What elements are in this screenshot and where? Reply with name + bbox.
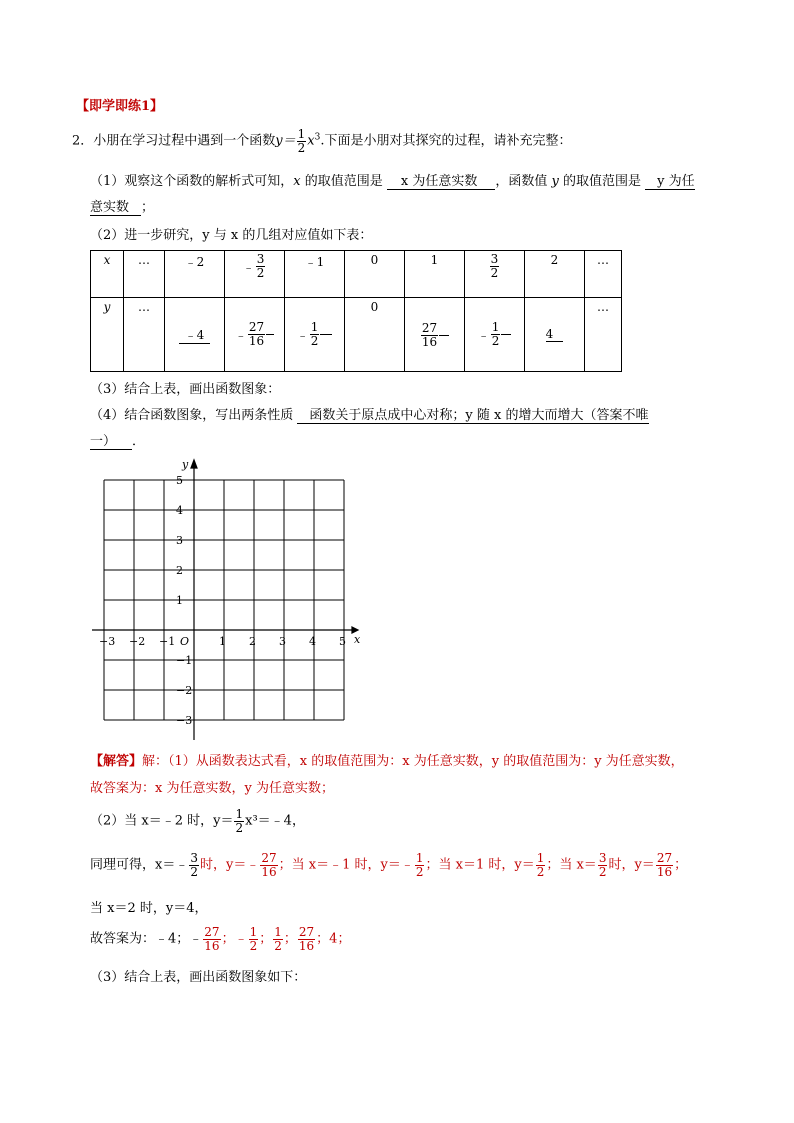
y-tick-label: 4 <box>176 504 183 517</box>
table-cell: $\frac{27}{16}$ <box>405 298 465 372</box>
y-tick-label: −3 <box>176 714 193 727</box>
y-axis-arrow <box>191 460 197 468</box>
q1-line2: 意实数 ； <box>90 196 154 216</box>
problem-text-after: .下面是小朋对其探究的过程，请补充完整： <box>320 133 572 149</box>
q2-text: （2）进一步研究，y 与 x 的几组对应值如下表： <box>90 228 373 243</box>
q4-line2: 一） ． <box>90 430 145 450</box>
x-tick-label: 2 <box>249 635 256 648</box>
x-axis-label: x <box>354 633 361 646</box>
y-axis-label: y <box>182 458 189 471</box>
x-tick-label: −3 <box>99 635 116 648</box>
solution-line6: 故答案为：﹣4；﹣ $\frac{27}{16}$ ；﹣ $\frac{1}{2}$ ； $\frac{1}{2}$ ； $\frac{27}{16}$ ；4； <box>90 925 351 953</box>
y-tick-label: −2 <box>176 684 193 697</box>
q1-line1: （1）观察这个函数的解析式可知，x 的取值范围是 x 为任意实数 ，函数值 y 的取值范围是 y 为任 <box>90 170 695 190</box>
function-y: y＝ <box>275 133 296 149</box>
q3-text: （3）结合上表，画出函数图象： <box>90 382 281 397</box>
table-cell: x <box>91 251 124 298</box>
x-tick-label: 4 <box>309 635 316 648</box>
solution-line1: 【解答】解：（1）从函数表达式看，x 的取值范围为：x 为任意实数，y 的取值范围为：y 为任意实数， <box>90 754 684 769</box>
table-cell: ﹣ $\frac{1}{2}$ <box>465 298 525 372</box>
function-x: x <box>307 133 315 149</box>
table-cell: 0 <box>345 298 405 372</box>
solution-line3: （2）当 x＝﹣2 时，y＝ $\frac{1}{2}$ x³＝﹣4， <box>90 807 305 835</box>
problem-number: 2． <box>72 133 94 149</box>
table-cell: ﹣ $\frac{27}{16}$ <box>225 298 285 372</box>
x-tick-label: −1 <box>159 635 176 648</box>
y-tick-label: −1 <box>176 654 193 667</box>
table-cell: ﹣ $\frac{3}{2}$ <box>225 251 285 298</box>
table-cell: … <box>585 298 622 372</box>
solution-line7: （3）结合上表，画出函数图象如下： <box>90 970 307 985</box>
q4-line1: （4）结合函数图象，写出两条性质 函数关于原点成中心对称；y 随 x 的增大而增大（答案不唯 <box>90 404 649 424</box>
table-cell: ﹣ $\frac{1}{2}$ <box>285 298 345 372</box>
x-tick-label: 3 <box>279 635 286 648</box>
problem-text-before: 小朋在学习过程中遇到一个函数 <box>93 133 276 149</box>
origin-label: O <box>180 635 190 648</box>
q1-answer-x: x 为任意实数 <box>387 170 495 190</box>
table-cell: ﹣2 <box>165 251 225 298</box>
q1-answer-y-part1: y 为任 <box>645 170 694 190</box>
solution-tag: 【解答】 <box>90 754 143 769</box>
section-title: 【即学即练1】 <box>76 99 164 114</box>
x-tick-label: 1 <box>219 635 226 648</box>
table-cell: 1 <box>405 251 465 298</box>
table-cell: y <box>91 298 124 372</box>
function-exp: 3 <box>314 132 321 143</box>
q4-answer2: 一） <box>90 430 132 450</box>
table-cell: $\frac{3}{2}$ <box>465 251 525 298</box>
table-cell: 4 <box>525 298 585 372</box>
table-cell: ﹣1 <box>285 251 345 298</box>
table-cell: ﹣4 <box>165 298 225 372</box>
y-tick-label: 2 <box>176 564 183 577</box>
table-cell: 2 <box>525 251 585 298</box>
y-tick-label: 3 <box>176 534 183 547</box>
x-tick-label: 5 <box>339 635 346 648</box>
solution-line4: 同理可得，x＝﹣ $\frac{3}{2}$ 时，y＝﹣ $\frac{27}{16}$ ；当 x＝﹣1 时，y＝﹣ $\frac{1}{2}$ ；当 x＝1 时，y＝ $\frac{1}{2}$ ；当 x＝ $\frac{3}{2}$ 时，y＝ $\frac{27}{16}$ ； <box>90 851 688 879</box>
table-cell: … <box>124 251 165 298</box>
q1-answer-y-part2: 意实数 <box>90 196 141 216</box>
table-cell: … <box>124 298 165 372</box>
table-cell: 0 <box>345 251 405 298</box>
y-tick-label: 1 <box>176 594 183 607</box>
coef-fraction: $\frac{1}{2}$ <box>297 127 306 155</box>
solution-line5: 当 x＝2 时，y＝4， <box>90 901 208 916</box>
x-tick-label: −2 <box>129 635 146 648</box>
y-tick-label: 5 <box>176 474 183 487</box>
solution-line2: 故答案为：x 为任意实数，y 为任意实数； <box>90 781 334 796</box>
q4-answer1: 函数关于原点成中心对称；y 随 x 的增大而增大（答案不唯 <box>297 404 648 424</box>
table-cell: … <box>585 251 622 298</box>
